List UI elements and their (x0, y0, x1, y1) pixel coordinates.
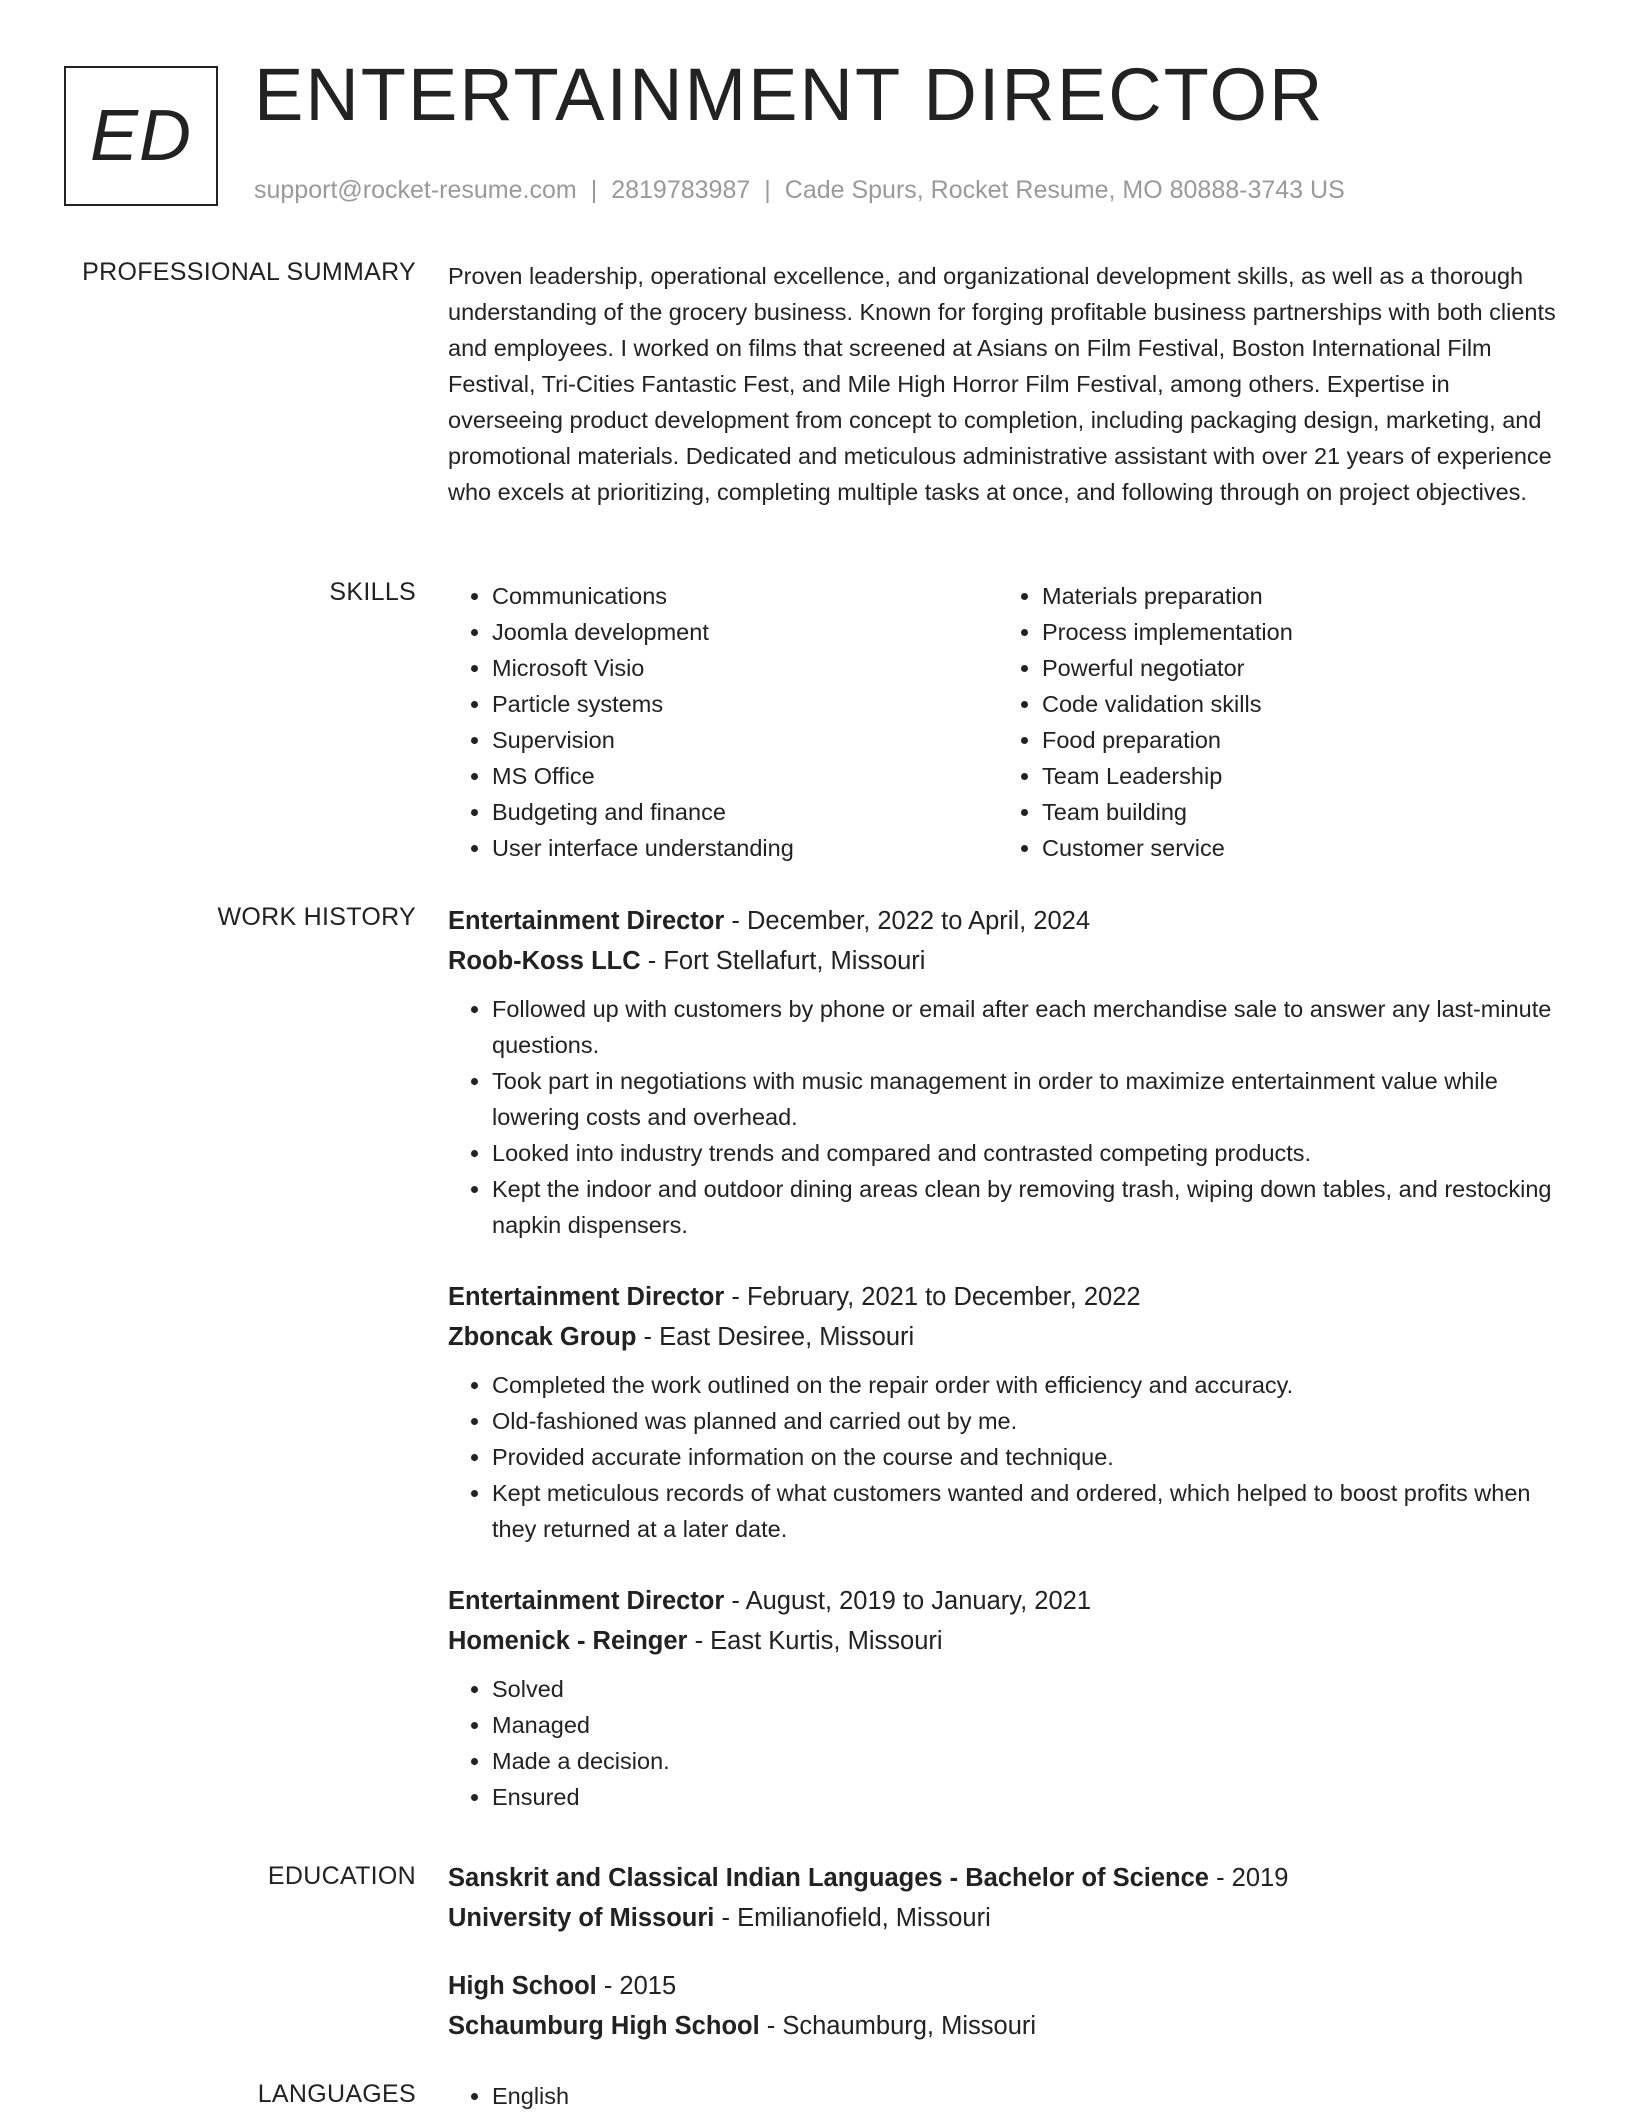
education-school: Schaumburg High School (448, 2012, 760, 2040)
job-heading (448, 1581, 1570, 1621)
education-degree-line (448, 1966, 1570, 2006)
job-bullets (448, 1367, 1570, 1547)
job-title: Entertainment Director (448, 1283, 725, 1311)
summary-section (448, 258, 1570, 510)
contact-separator: | (764, 176, 771, 204)
education-entry (448, 1966, 1570, 2046)
education-degree-line (448, 1858, 1570, 1898)
resume-title: ENTERTAINMENT DIRECTOR (254, 53, 1325, 136)
skills-section (448, 578, 1570, 866)
skill-item: • Food preparation (1042, 722, 1548, 758)
education-degree: High School (448, 1972, 597, 2000)
job-bullet: • Old-fashioned was planned and carried out by me. (492, 1403, 1570, 1439)
skill-item: • Particle systems (492, 686, 998, 722)
skill-item: • Communications (492, 578, 998, 614)
job-employer (448, 941, 1570, 981)
education-school-line (448, 2006, 1570, 2046)
contact-line (254, 176, 1345, 205)
skill-item: • Team building (1042, 794, 1548, 830)
job-dates: - August, 2019 to January, 2021 (724, 1587, 1092, 1615)
section-label-work-history: WORK HISTORY (217, 903, 416, 931)
languages-list (448, 2078, 1570, 2114)
job-bullets (448, 1671, 1570, 1815)
skill-item: • Joomla development (492, 614, 998, 650)
job-company: Zboncak Group (448, 1323, 637, 1351)
section-label-education: EDUCATION (267, 1862, 416, 1890)
job-bullet: • Solved (492, 1671, 1570, 1707)
job-entry (448, 1277, 1570, 1547)
job-company: Homenick - Reinger (448, 1627, 688, 1655)
job-bullet: • Ensured (492, 1779, 1570, 1815)
job-bullet: • Took part in negotiations with music management in order to maximize entertainment value while lowering costs and overhead. (492, 1063, 1570, 1135)
section-label-skills: SKILLS (329, 578, 416, 606)
skill-item: • MS Office (492, 758, 998, 794)
section-label-summary: PROFESSIONAL SUMMARY (82, 258, 416, 286)
summary-text: Proven leadership, operational excellence, and organizational development skills, as well as a thorough understanding of the grocery business. Known for forging profitable business partnerships with both clients and employees. I worked on films that screened at Asians on Film Festival, Boston International Film Festival, Tri-Cities Fantastic Fest, and Mile High Horror Film Festival, among others. Expertise in overseeing product development from concept to completion, including packaging design, marketing, and promotional materials. Dedicated and meticulous administrative assistant with over 21 years of experience who excels at prioritizing, completing multiple tasks at once, and following through on project objectives. (448, 263, 1556, 505)
job-bullet: • Made a decision. (492, 1743, 1570, 1779)
job-location: - East Desiree, Missouri (636, 1323, 915, 1351)
job-bullet: • Kept the indoor and outdoor dining areas clean by removing trash, wiping down tables, and restocking napkin dispensers. (492, 1171, 1570, 1243)
language-item: • English (492, 2078, 1570, 2114)
job-bullet: • Managed (492, 1707, 1570, 1743)
skill-item: • Process implementation (1042, 614, 1548, 650)
skill-item: • Materials preparation (1042, 578, 1548, 614)
contact-separator: | (590, 176, 598, 204)
education-school: University of Missouri (448, 1904, 715, 1932)
job-dates: - February, 2021 to December, 2022 (724, 1283, 1141, 1311)
job-company: Roob-Koss LLC (448, 947, 641, 975)
job-bullet: • Looked into industry trends and compared and contrasted competing products. (492, 1135, 1570, 1171)
skill-item: • Code validation skills (1042, 686, 1548, 722)
languages-section (448, 2078, 1570, 2114)
job-employer (448, 1317, 1570, 1357)
skill-item: • User interface understanding (492, 830, 998, 866)
contact-address: Cade Spurs, Rocket Resume, MO 80888-3743 US (784, 176, 1345, 204)
skill-item: • Supervision (492, 722, 998, 758)
job-title: Entertainment Director (448, 907, 725, 935)
job-bullet: • Followed up with customers by phone or email after each merchandise sale to answer any last-minute questions. (492, 991, 1570, 1063)
job-entry (448, 1581, 1570, 1815)
job-location: - East Kurtis, Missouri (687, 1627, 943, 1655)
job-entry (448, 901, 1570, 1243)
job-heading (448, 901, 1570, 941)
monogram-logo: ED (64, 66, 218, 206)
education-entry (448, 1858, 1570, 1938)
work-history-section (448, 901, 1570, 1849)
job-bullet: • Provided accurate information on the course and technique. (492, 1439, 1570, 1475)
skills-list-right (998, 578, 1548, 866)
job-dates: - December, 2022 to April, 2024 (724, 907, 1091, 935)
skill-item: • Powerful negotiator (1042, 650, 1548, 686)
job-bullet: • Completed the work outlined on the repair order with efficiency and accuracy. (492, 1367, 1570, 1403)
education-section (448, 1858, 1570, 2074)
contact-phone: 2819783987 (611, 176, 751, 204)
education-year: - 2015 (596, 1972, 677, 2000)
skill-item: • Customer service (1042, 830, 1548, 866)
job-bullets (448, 991, 1570, 1243)
education-degree: Sanskrit and Classical Indian Languages - Bachelor of Science (448, 1864, 1209, 1892)
job-employer (448, 1621, 1570, 1661)
job-bullet: • Kept meticulous records of what customers wanted and ordered, which helped to boost profits when they returned at a later date. (492, 1475, 1570, 1547)
skill-item: • Budgeting and finance (492, 794, 998, 830)
section-label-languages: LANGUAGES (257, 2080, 416, 2108)
skills-grid (448, 578, 1570, 866)
job-heading (448, 1277, 1570, 1317)
education-school-line (448, 1898, 1570, 1938)
skill-item: • Team Leadership (1042, 758, 1548, 794)
education-location: - Emilianofield, Missouri (714, 1904, 991, 1932)
job-location: - Fort Stellafurt, Missouri (640, 947, 926, 975)
education-location: - Schaumburg, Missouri (759, 2012, 1037, 2040)
contact-email: support@rocket-resume.com (254, 176, 577, 204)
education-year: - 2019 (1209, 1864, 1289, 1892)
skill-item: • Microsoft Visio (492, 650, 998, 686)
skills-list-left (448, 578, 998, 866)
job-title: Entertainment Director (448, 1587, 725, 1615)
